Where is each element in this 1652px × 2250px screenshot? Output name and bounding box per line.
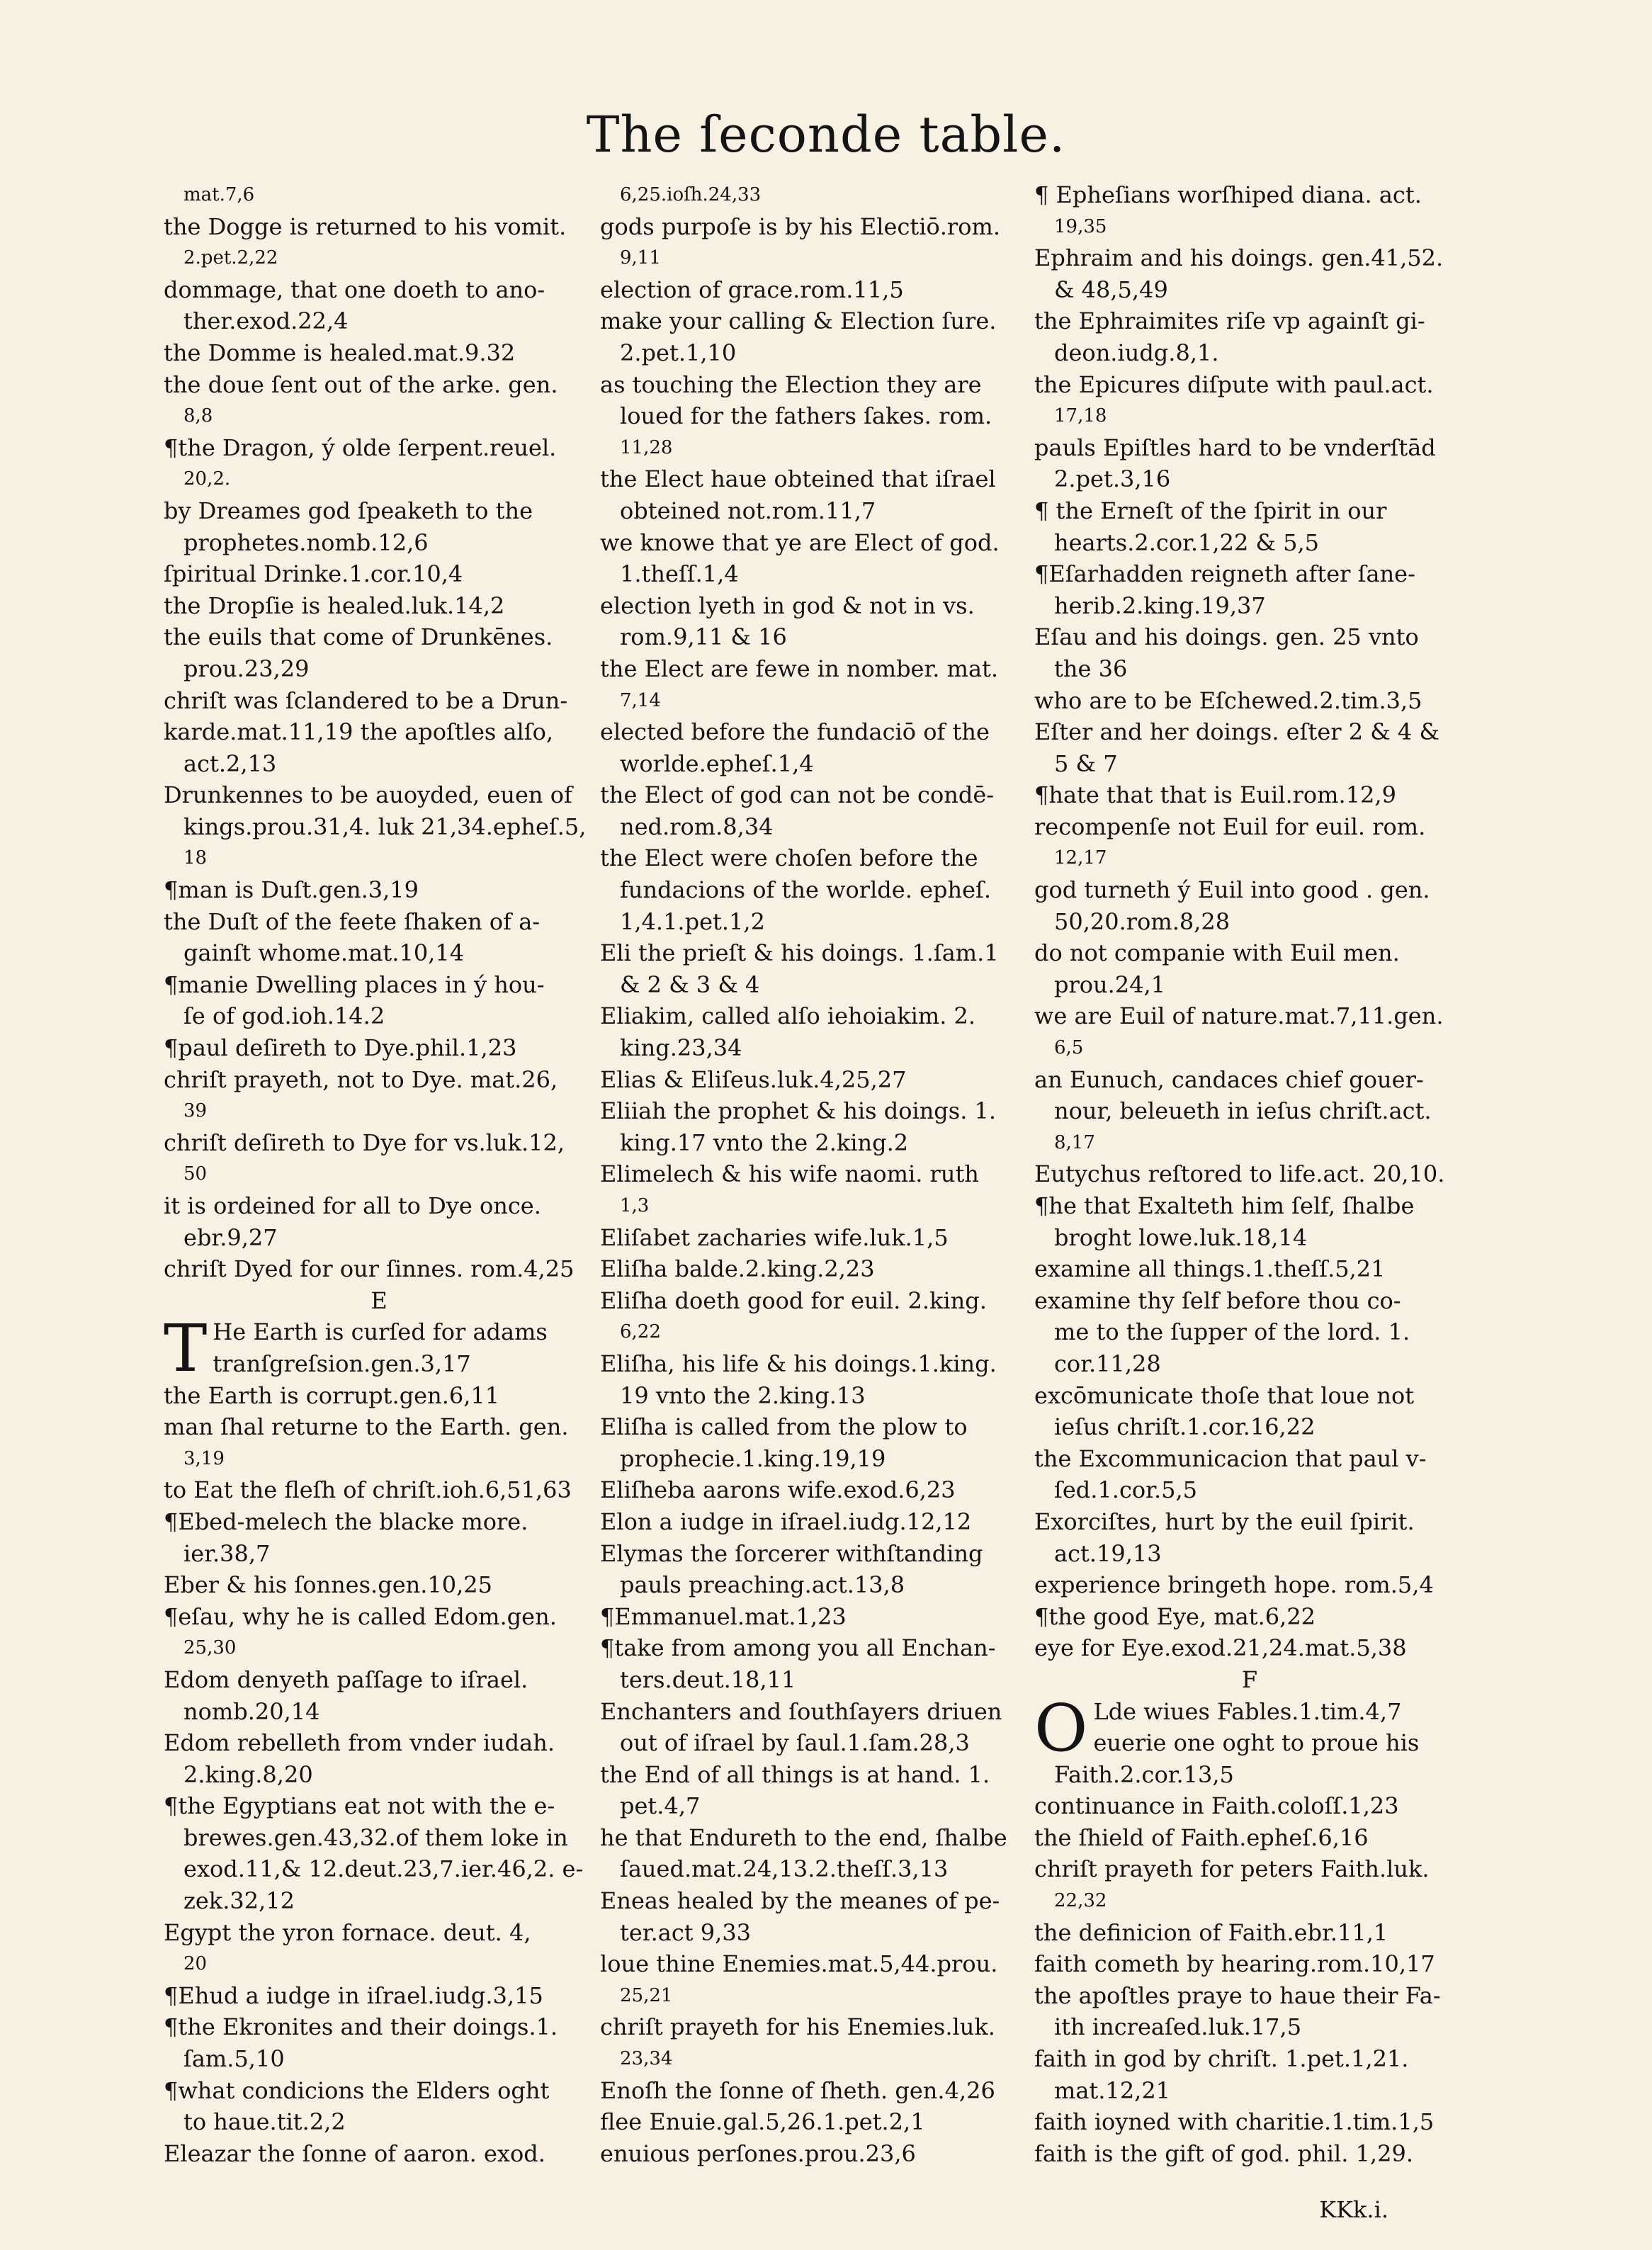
index-entry-line: 5 & 7 <box>1054 750 1118 777</box>
index-entry-line: we are Euil of nature.mat.7,11.gen. <box>1034 1002 1444 1030</box>
index-entry-line: ters.deut.18,11 <box>620 1666 796 1693</box>
index-entry-line: obteined not.rom.11,7 <box>620 497 876 524</box>
index-entry-line: ¶manie Dwelling places in ý hou- <box>164 971 545 998</box>
index-entry-line: Eliſha balde.2.king.2,23 <box>600 1255 875 1283</box>
index-entry-line: the Ephraimites riſe vp againſt gi- <box>1034 307 1425 335</box>
index-entry-line: Drunkennes to be auoyded, euen of <box>164 781 572 809</box>
index-entry-line: ¶he that Exalteth him ſelf, ſhalbe <box>1034 1192 1415 1219</box>
index-entry-line: 25,21 <box>620 1984 673 2006</box>
index-entry-line: enuious perſones.prou.23,6 <box>600 2139 916 2167</box>
index-entry-line: election lyeth in god & not in vs. <box>600 592 975 619</box>
index-entry-line: nomb.20,14 <box>183 1697 320 1725</box>
index-entry-line: & 2 & 3 & 4 <box>620 971 760 998</box>
index-entry-line: excōmunicate thoſe that loue not <box>1034 1381 1415 1409</box>
index-entry-line: the Domme is healed.mat.9.32 <box>164 339 516 366</box>
index-entry-line: ieſus chriſt.1.cor.16,22 <box>1054 1413 1316 1441</box>
index-entry-line: Exorciſtes, hurt by the euil ſpirit. <box>1034 1508 1415 1535</box>
index-entry-line: ¶Ebed-melech the blacke more. <box>164 1508 528 1535</box>
index-entry-line: ſam.5,10 <box>183 2045 285 2073</box>
index-entry-line: ¶man is Duſt.gen.3,19 <box>164 876 419 904</box>
index-entry-line: 8,17 <box>1054 1131 1095 1153</box>
index-entry-line: faith cometh by hearing.rom.10,17 <box>1034 1950 1435 1978</box>
index-entry-line: pet.4,7 <box>620 1792 701 1820</box>
drop-cap-letter: T <box>164 1316 208 1380</box>
index-entry-line: ther.exod.22,4 <box>183 307 349 335</box>
index-entry-line: zek.32,12 <box>183 1887 295 1915</box>
index-entry-line: 2.king.8,20 <box>183 1760 313 1788</box>
index-entry-line: to haue.tit.2,2 <box>183 2108 346 2136</box>
index-entry-line: 50 <box>183 1163 208 1185</box>
index-entry-line: mat.12,21 <box>1054 2076 1171 2104</box>
section-letter-heading: E <box>370 1287 387 1314</box>
index-entry-line: deon.iudg.8,1. <box>1054 339 1219 366</box>
index-entry-line: hearts.2.cor.1,22 & 5,5 <box>1054 528 1320 556</box>
index-entry-line: Eber & his ſonnes.gen.10,25 <box>164 1571 493 1599</box>
index-entry-line: nour, beleueth in ieſus chriſt.act. <box>1054 1097 1432 1125</box>
index-entry-line: king.23,34 <box>620 1034 742 1062</box>
index-entry-line: experience bringeth hope. rom.5,4 <box>1034 1571 1434 1599</box>
index-entry-line: the Elect are fewe in nomber. mat. <box>600 655 999 682</box>
index-entry-line: the ſhield of Faith.epheſ.6,16 <box>1034 1824 1369 1851</box>
index-entry-line: chriſt prayeth for his Enemies.luk. <box>600 2013 995 2041</box>
index-entry-line: Eſau and his doings. gen. 25 vnto <box>1034 623 1419 651</box>
index-entry-line: ned.rom.8,34 <box>620 813 774 840</box>
index-entry-line: Eutychus reſtored to life.act. 20,10. <box>1034 1160 1445 1188</box>
index-entry-line: man ſhal returne to the Earth. gen. <box>164 1413 569 1441</box>
index-entry-line: ſaued.mat.24,13.2.theſſ.3,13 <box>620 1855 949 1883</box>
index-entry-line: Eliſha, his life & his doings.1.king. <box>600 1350 997 1377</box>
index-entry-line: ¶Emmanuel.mat.1,23 <box>600 1602 847 1630</box>
index-entry-line: 39 <box>183 1100 208 1122</box>
index-entry-line: the Excommunicacion that paul v- <box>1034 1445 1427 1472</box>
index-entry-line: 1.theſſ.1,4 <box>620 560 739 588</box>
index-entry-line: recompenſe not Euil for euil. rom. <box>1034 813 1426 840</box>
index-entry-line: election of grace.rom.11,5 <box>600 276 904 303</box>
index-entry-line: to Eat the fleſh of chriſt.ioh.6,51,63 <box>164 1476 572 1504</box>
index-entry-line: act.19,13 <box>1054 1539 1162 1567</box>
index-entry-line: 6,5 <box>1054 1037 1084 1059</box>
catchword: KKk.i. <box>1319 2196 1388 2223</box>
index-entry-line: mat.7,6 <box>183 184 255 205</box>
index-entry-line: 2.pet.3,16 <box>1054 465 1171 493</box>
index-entry-line: dommage, that one doeth to ano- <box>164 276 545 303</box>
index-entry-line: ¶the Egyptians eat not with the e- <box>164 1792 555 1820</box>
index-entry-line: make your calling & Election ſure. <box>600 307 997 335</box>
index-entry-line: the Dropſie is healed.luk.14,2 <box>164 592 505 619</box>
index-entry-line: Eliiah the prophet & his doings. 1. <box>600 1097 997 1125</box>
index-entry-line: ¶eſau, why he is called Edom.gen. <box>164 1602 557 1630</box>
index-entry-line: Eneas healed by the meanes of pe- <box>600 1887 1000 1915</box>
index-entry-line: me to the ſupper of the lord. 1. <box>1054 1318 1410 1346</box>
index-entry-line: examine all things.1.theſſ.5,21 <box>1034 1255 1386 1283</box>
index-entry-line: continuance in Faith.coloſſ.1,23 <box>1034 1792 1399 1820</box>
index-entry-line: Edom rebelleth from vnder iudah. <box>164 1729 555 1757</box>
index-entry-line: 18 <box>183 847 208 869</box>
index-entry-line: as touching the Election they are <box>600 371 982 398</box>
page-title: The ſeconde table. <box>586 106 1066 164</box>
index-entry-line: ¶take from among you all Enchan- <box>600 1634 996 1662</box>
index-entry-line: prou.24,1 <box>1054 971 1166 998</box>
index-entry-line: an Eunuch, candaces chief gouer- <box>1034 1065 1424 1093</box>
index-entry-line: chriſt Dyed for our ſinnes. rom.4,25 <box>164 1255 575 1283</box>
index-entry-line: 19 vnto the 2.king.13 <box>620 1381 866 1409</box>
index-entry-line: the doue ſent out of the arke. gen. <box>164 371 558 398</box>
index-entry-line: 1,3 <box>620 1195 650 1216</box>
index-entry-line: Eli the prieſt & his doings. 1.ſam.1 <box>600 939 999 967</box>
index-entry-line: 7,14 <box>620 689 661 711</box>
index-entry-line: Elymas the ſorcerer withſtanding <box>600 1539 983 1567</box>
index-entry-line: & 48,5,49 <box>1054 276 1168 303</box>
index-entry-line: do not companie with Euil men. <box>1034 939 1400 967</box>
index-entry-line: flee Enuie.gal.5,26.1.pet.2,1 <box>600 2108 925 2136</box>
index-entry-line: the definicion of Faith.ebr.11,1 <box>1034 1918 1388 1946</box>
index-entry-line: 20 <box>183 1953 208 1975</box>
index-entry-line: he that Endureth to the end, ſhalbe <box>600 1824 1007 1851</box>
index-entry-line: the apoſtles praye to haue their Fa- <box>1034 1982 1441 2009</box>
index-entry-line: gainſt whome.mat.10,14 <box>183 939 465 967</box>
index-entry-line: who are to be Eſchewed.2.tim.3,5 <box>1034 686 1422 714</box>
index-entry-line: the Earth is corrupt.gen.6,11 <box>164 1381 500 1409</box>
index-entry-line: ſed.1.cor.5,5 <box>1054 1476 1197 1504</box>
index-entry-line: the Elect of god can not be condē- <box>600 781 995 809</box>
index-entry-line: 23,34 <box>620 2048 673 2070</box>
index-entry-line: the Dogge is returned to his vomit. <box>164 213 567 240</box>
index-entry-line: the Elect haue obteined that iſrael <box>600 465 996 493</box>
index-entry-line: ¶hate that that is Euil.rom.12,9 <box>1034 781 1396 809</box>
index-column-3 <box>1034 179 1465 2169</box>
index-entry-line: loue thine Enemies.mat.5,44.prou. <box>600 1950 998 1978</box>
index-entry-line: the End of all things is at hand. 1. <box>600 1760 990 1788</box>
index-entry-continuation: euerie one oght to proue his <box>1093 1729 1420 1757</box>
index-entry-line: exod.11,& 12.deut.23,7.ier.46,2. e- <box>183 1855 584 1883</box>
index-entry-line: ¶paul deſireth to Dye.phil.1,23 <box>164 1034 517 1062</box>
index-entry-continuation: tranſgreſsion.gen.3,17 <box>213 1350 471 1377</box>
index-entry-line: prou.23,29 <box>183 655 310 682</box>
index-entry-line: the 36 <box>1054 655 1128 682</box>
index-entry-line: 1,4.1.pet.1,2 <box>620 908 765 935</box>
index-entry-line: we knowe that ye are Elect of god. <box>600 528 1000 556</box>
index-entry-line: the Elect were choſen before the <box>600 844 978 872</box>
index-entry-line: faith is the gift of god. phil. 1,29. <box>1034 2139 1413 2167</box>
index-entry-line: 19,35 <box>1054 215 1107 237</box>
index-entry-line: Enoſh the ſonne of ſheth. gen.4,26 <box>600 2076 995 2104</box>
index-entry-line: ¶what condicions the Elders oght <box>164 2076 550 2104</box>
index-entry-line: brewes.gen.43,32.of them loke in <box>183 1824 568 1851</box>
index-entry-line: Egypt the yron fornace. deut. 4, <box>164 1918 531 1946</box>
index-entry-line: Elias & Eliſeus.luk.4,25,27 <box>600 1065 907 1093</box>
index-entry-line: ¶the Ekronites and their doings.1. <box>164 2013 558 2041</box>
index-entry-text: Lde wiues Fables.1.tim.4,7 <box>1093 1697 1402 1725</box>
index-entry-line: 2.pet.1,10 <box>620 339 737 366</box>
index-entry-line: 17,18 <box>1054 405 1107 427</box>
index-entry-line: prophetes.nomb.12,6 <box>183 528 429 556</box>
index-entry-line: 20,2. <box>183 468 231 490</box>
index-column-2 <box>600 179 1031 2169</box>
index-entry-line: chriſt was ſclandered to be a Drun- <box>164 686 568 714</box>
index-entry-line: 6,22 <box>620 1321 661 1343</box>
index-entry-line: ¶the good Eye, mat.6,22 <box>1034 1602 1316 1630</box>
section-initial-entry <box>164 1316 594 1379</box>
index-entry-line: the Duſt of the feete ſhaken of a- <box>164 908 541 935</box>
index-entry-line: Eleazar the ſonne of aaron. exod. <box>164 2139 545 2167</box>
index-entry-line: ¶Ehud a iudge in iſrael.iudg.3,15 <box>164 1982 543 2009</box>
index-entry-line: 50,20.rom.8,28 <box>1054 908 1230 935</box>
index-entry-line: Eſter and her doings. eſter 2 & 4 & <box>1034 718 1439 746</box>
index-entry-line: 9,11 <box>620 247 661 269</box>
index-entry-line: Elon a iudge in iſrael.iudg.12,12 <box>600 1508 972 1535</box>
index-entry-line: Edom denyeth paſſage to iſrael. <box>164 1666 528 1693</box>
index-entry-line: Ephraim and his doings. gen.41,52. <box>1034 244 1444 272</box>
index-entry-line: cor.11,28 <box>1054 1350 1161 1377</box>
index-entry-line: kings.prou.31,4. luk 21,34.epheſ.5, <box>183 813 587 840</box>
index-entry-line: ith increaſed.luk.17,5 <box>1054 2013 1302 2041</box>
index-entry-line: eye for Eye.exod.21,24.mat.5,38 <box>1034 1634 1407 1662</box>
section-letter-heading: F <box>1241 1666 1258 1693</box>
index-entry-line: the Epicures diſpute with paul.act. <box>1034 371 1434 398</box>
drop-cap-letter: O <box>1034 1695 1088 1759</box>
index-entry-line: worlde.epheſ.1,4 <box>620 750 814 777</box>
index-entry-line: chriſt prayeth for peters Faith.luk. <box>1034 1855 1430 1883</box>
index-entry-line: loued for the fathers ſakes. rom. <box>620 402 992 430</box>
index-entry-line: Eliſheba aarons wife.exod.6,23 <box>600 1476 956 1504</box>
index-entry-line: faith ioyned with charitie.1.tim.1,5 <box>1034 2108 1435 2136</box>
index-entry-line: 2.pet.2,22 <box>183 247 278 269</box>
index-entry-line: god turneth ý Euil into good . gen. <box>1034 876 1430 904</box>
index-entry-line: king.17 vnto the 2.king.2 <box>620 1129 909 1156</box>
index-entry-line: Eliſabet zacharies wife.luk.1,5 <box>600 1223 949 1251</box>
index-entry-line: ſpiritual Drinke.1.cor.10,4 <box>164 560 463 588</box>
index-entry-line: Eliakim, called alſo iehoiakim. 2. <box>600 1002 976 1030</box>
section-initial-entry <box>1034 1696 1465 1759</box>
index-entry-line: gods purpoſe is by his Electiō.rom. <box>600 213 1000 240</box>
index-entry-line: ter.act 9,33 <box>620 1918 752 1946</box>
index-entry-line: herib.2.king.19,37 <box>1054 592 1266 619</box>
index-entry-line: prophecie.1.king.19,19 <box>620 1445 886 1472</box>
index-entry-line: 25,30 <box>183 1637 237 1659</box>
index-entry-line: ebr.9,27 <box>183 1223 278 1251</box>
index-entry-line: the euils that come of Drunkēnes. <box>164 623 553 651</box>
index-entry-line: Faith.2.cor.13,5 <box>1054 1760 1234 1788</box>
index-entry-line: 11,28 <box>620 436 673 458</box>
index-entry-line: 6,25.ioſh.24,33 <box>620 184 762 205</box>
index-entry-line: Eliſha is called from the plow to <box>600 1413 968 1441</box>
index-entry-line: Eliſha doeth good for euil. 2.king. <box>600 1287 987 1314</box>
index-entry-line: examine thy ſelf before thou co- <box>1034 1287 1401 1314</box>
index-column-1 <box>164 179 594 2169</box>
index-entry-line: broght lowe.luk.18,14 <box>1054 1223 1308 1251</box>
index-entry-line: by Dreames god ſpeaketh to the <box>164 497 533 524</box>
index-entry-line: fundacions of the worlde. epheſ. <box>620 876 992 904</box>
index-entry-line: ¶the Dragon, ý olde ſerpent.reuel. <box>164 434 557 461</box>
index-entry-line: Enchanters and ſouthſayers driuen <box>600 1697 1002 1725</box>
index-entry-line: 8,8 <box>183 405 213 427</box>
index-entry-line: karde.mat.11,19 the apoſtles alſo, <box>164 718 554 746</box>
index-entry-line: ¶ the Erneſt of the ſpirit in our <box>1034 497 1387 524</box>
index-entry-line: chriſt prayeth, not to Dye. mat.26, <box>164 1065 558 1093</box>
index-entry-line: elected before the fundaciō of the <box>600 718 990 746</box>
index-entry-line: 3,19 <box>183 1447 225 1469</box>
index-entry-line: 12,17 <box>1054 847 1107 869</box>
index-entry-line: out of iſrael by ſaul.1.ſam.28,3 <box>620 1729 970 1757</box>
index-entry-text: He Earth is curſed for adams <box>213 1318 548 1346</box>
index-entry-line: ¶ Epheſians worſhiped diana. act. <box>1034 181 1422 208</box>
index-entry-line: ¶Eſarhadden reigneth after ſane- <box>1034 560 1415 588</box>
index-entry-line: ſe of god.ioh.14.2 <box>183 1002 385 1030</box>
index-entry-line: pauls preaching.act.13,8 <box>620 1571 905 1599</box>
index-entry-line: chriſt deſireth to Dye for vs.luk.12, <box>164 1129 565 1156</box>
index-entry-line: Elimelech & his wife naomi. ruth <box>600 1160 979 1188</box>
index-entry-line: act.2,13 <box>183 750 277 777</box>
index-entry-line: faith in god by chriſt. 1.pet.1,21. <box>1034 2045 1409 2073</box>
index-entry-line: pauls Epiſtles hard to be vnderſtād <box>1034 434 1436 461</box>
index-entry-line: rom.9,11 & 16 <box>620 623 787 651</box>
index-entry-line: it is ordeined for all to Dye once. <box>164 1192 541 1219</box>
index-entry-line: ier.38,7 <box>183 1539 271 1567</box>
index-entry-line: 22,32 <box>1054 1890 1107 1912</box>
